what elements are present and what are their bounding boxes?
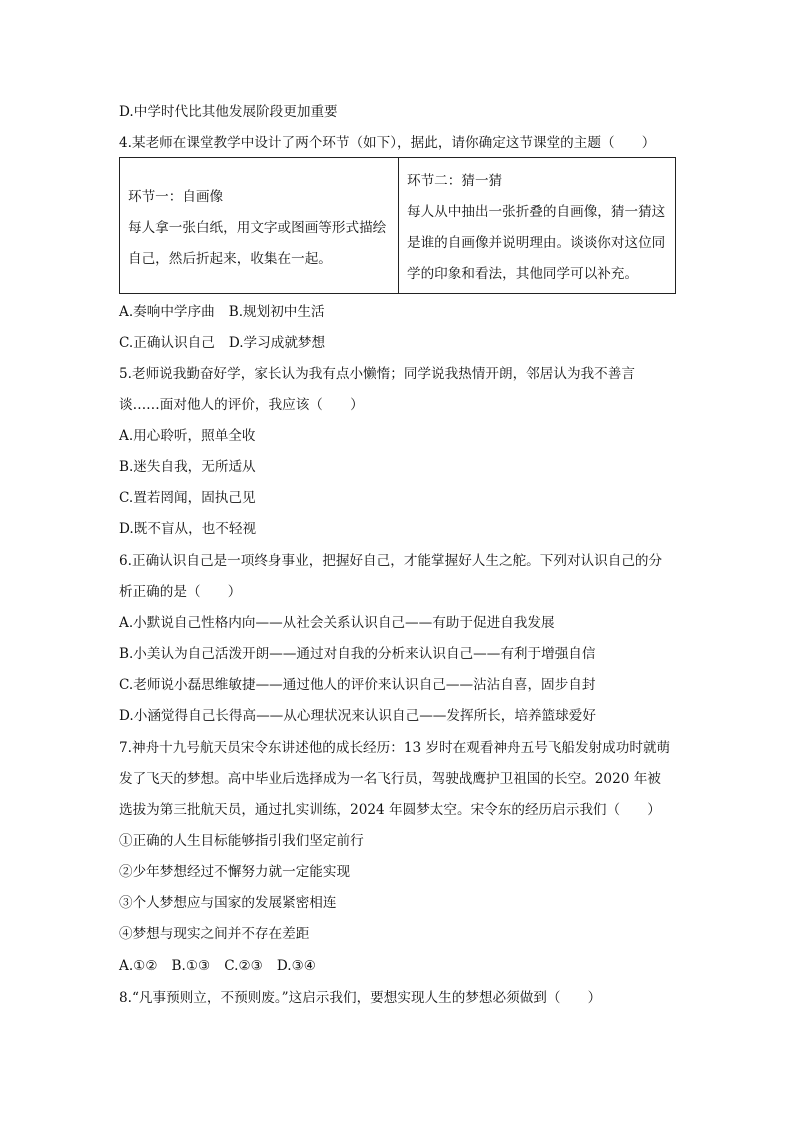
question-7-statement-3: ③个人梦想应与国家的发展紧密相连 — [119, 895, 337, 911]
activity-1-text-line: 每人拿一张白纸，用文字或图画等形式描绘 — [128, 220, 387, 236]
question-6-option-b: B.小美认为自己活泼开朗——通过对自我的分析来认识自己——有利于增强自信 — [119, 646, 596, 662]
question-7-stem-line: 7.神舟十九号航天员宋令东讲述他的成长经历：13 岁时在观看神舟五号飞船发射成功时就萌 — [119, 740, 671, 756]
question-5-stem-line: 5.老师说我勤奋好学，家长认为我有点小懒惰；同学说我热情开朗，邻居认为我不善言 — [119, 366, 635, 382]
question-4-option-c: C.正确认识自己 — [119, 335, 215, 351]
question-4-options-ab — [119, 302, 325, 322]
activity-2-text-line: 是谁的自画像并说明理由。谈谈你对这位同 — [407, 235, 666, 251]
question-5-option-a: A.用心聆听，照单全收 — [119, 428, 256, 444]
activity-table — [119, 157, 676, 294]
question-6-option-a: A.小默说自己性格内向——从社会关系认识自己——有助于促进自我发展 — [119, 615, 555, 631]
question-7-option-c: C.②③ — [224, 958, 263, 974]
question-5-stem-line: 谈……面对他人的评价，我应该（ ） — [119, 397, 364, 413]
question-4-option-b: B.规划初中生活 — [228, 304, 325, 320]
activity-cell-guess — [399, 158, 676, 294]
question-6-stem-line: 析正确的是（ ） — [119, 584, 242, 600]
question-7-option-b: B.①③ — [171, 958, 211, 974]
question-4-stem: 4.某老师在课堂教学中设计了两个环节（如下），据此，请你确定这节课堂的主题（ ） — [119, 135, 656, 151]
activity-1-text-line: 自己，然后折起来，收集在一起。 — [128, 251, 332, 267]
question-5-option-c: C.置若罔闻，固执己见 — [119, 490, 256, 506]
question-7-statement-4: ④梦想与现实之间并不存在差距 — [119, 926, 310, 942]
activity-2-title: 环节二：猜一猜 — [407, 173, 503, 189]
activity-table-row — [120, 158, 676, 294]
activity-1-title: 环节一：自画像 — [128, 189, 224, 205]
question-7-statement-2: ②少年梦想经过不懈努力就一定能实现 — [119, 864, 351, 880]
question-7-options — [119, 956, 316, 976]
activity-cell-self-portrait — [120, 158, 399, 294]
question-5-option-d: D.既不盲从，也不轻视 — [119, 521, 257, 537]
question-7-stem-line: 选拔为第三批航天员，通过扎实训练，2024 年圆梦太空。宋令东的经历启示我们（ ） — [119, 802, 661, 818]
activity-2-text-line: 学的印象和看法，其他同学可以补充。 — [407, 266, 639, 282]
question-6-option-d: D.小涵觉得自己长得高——从心理状况来认识自己——发挥所长，培养篮球爱好 — [119, 708, 596, 724]
question-7-option-d: D.③④ — [276, 958, 316, 974]
question-4-options-cd — [119, 333, 325, 353]
question-5-option-b: B.迷失自我，无所适从 — [119, 459, 256, 475]
question-7-stem-line: 发了飞天的梦想。高中毕业后选择成为一名飞行员，驾驶战鹰护卫祖国的长空。2020 年被 — [119, 771, 661, 787]
question-7-statement-1: ①正确的人生目标能够指引我们坚定前行 — [119, 833, 364, 849]
question-4-option-d: D.学习成就梦想 — [228, 335, 326, 351]
question-7-option-a: A.①② — [119, 958, 158, 974]
question-4-option-a: A.奏响中学序曲 — [119, 304, 215, 320]
question-3-option-d: D.中学时代比其他发展阶段更加重要 — [119, 104, 338, 120]
question-6-option-c: C.老师说小磊思维敏捷——通过他人的评价来认识自己——沾沾自喜，固步自封 — [119, 677, 596, 693]
question-8-stem: 8.“凡事预则立，不预则废。”这启示我们，要想实现人生的梦想必须做到（ ） — [119, 990, 602, 1006]
question-6-stem-line: 6.正确认识自己是一项终身事业，把握好自己，才能掌握好人生之舵。下列对认识自己的分 — [119, 553, 663, 569]
activity-2-text-line: 每人从中抽出一张折叠的自画像，猜一猜这 — [407, 204, 666, 220]
